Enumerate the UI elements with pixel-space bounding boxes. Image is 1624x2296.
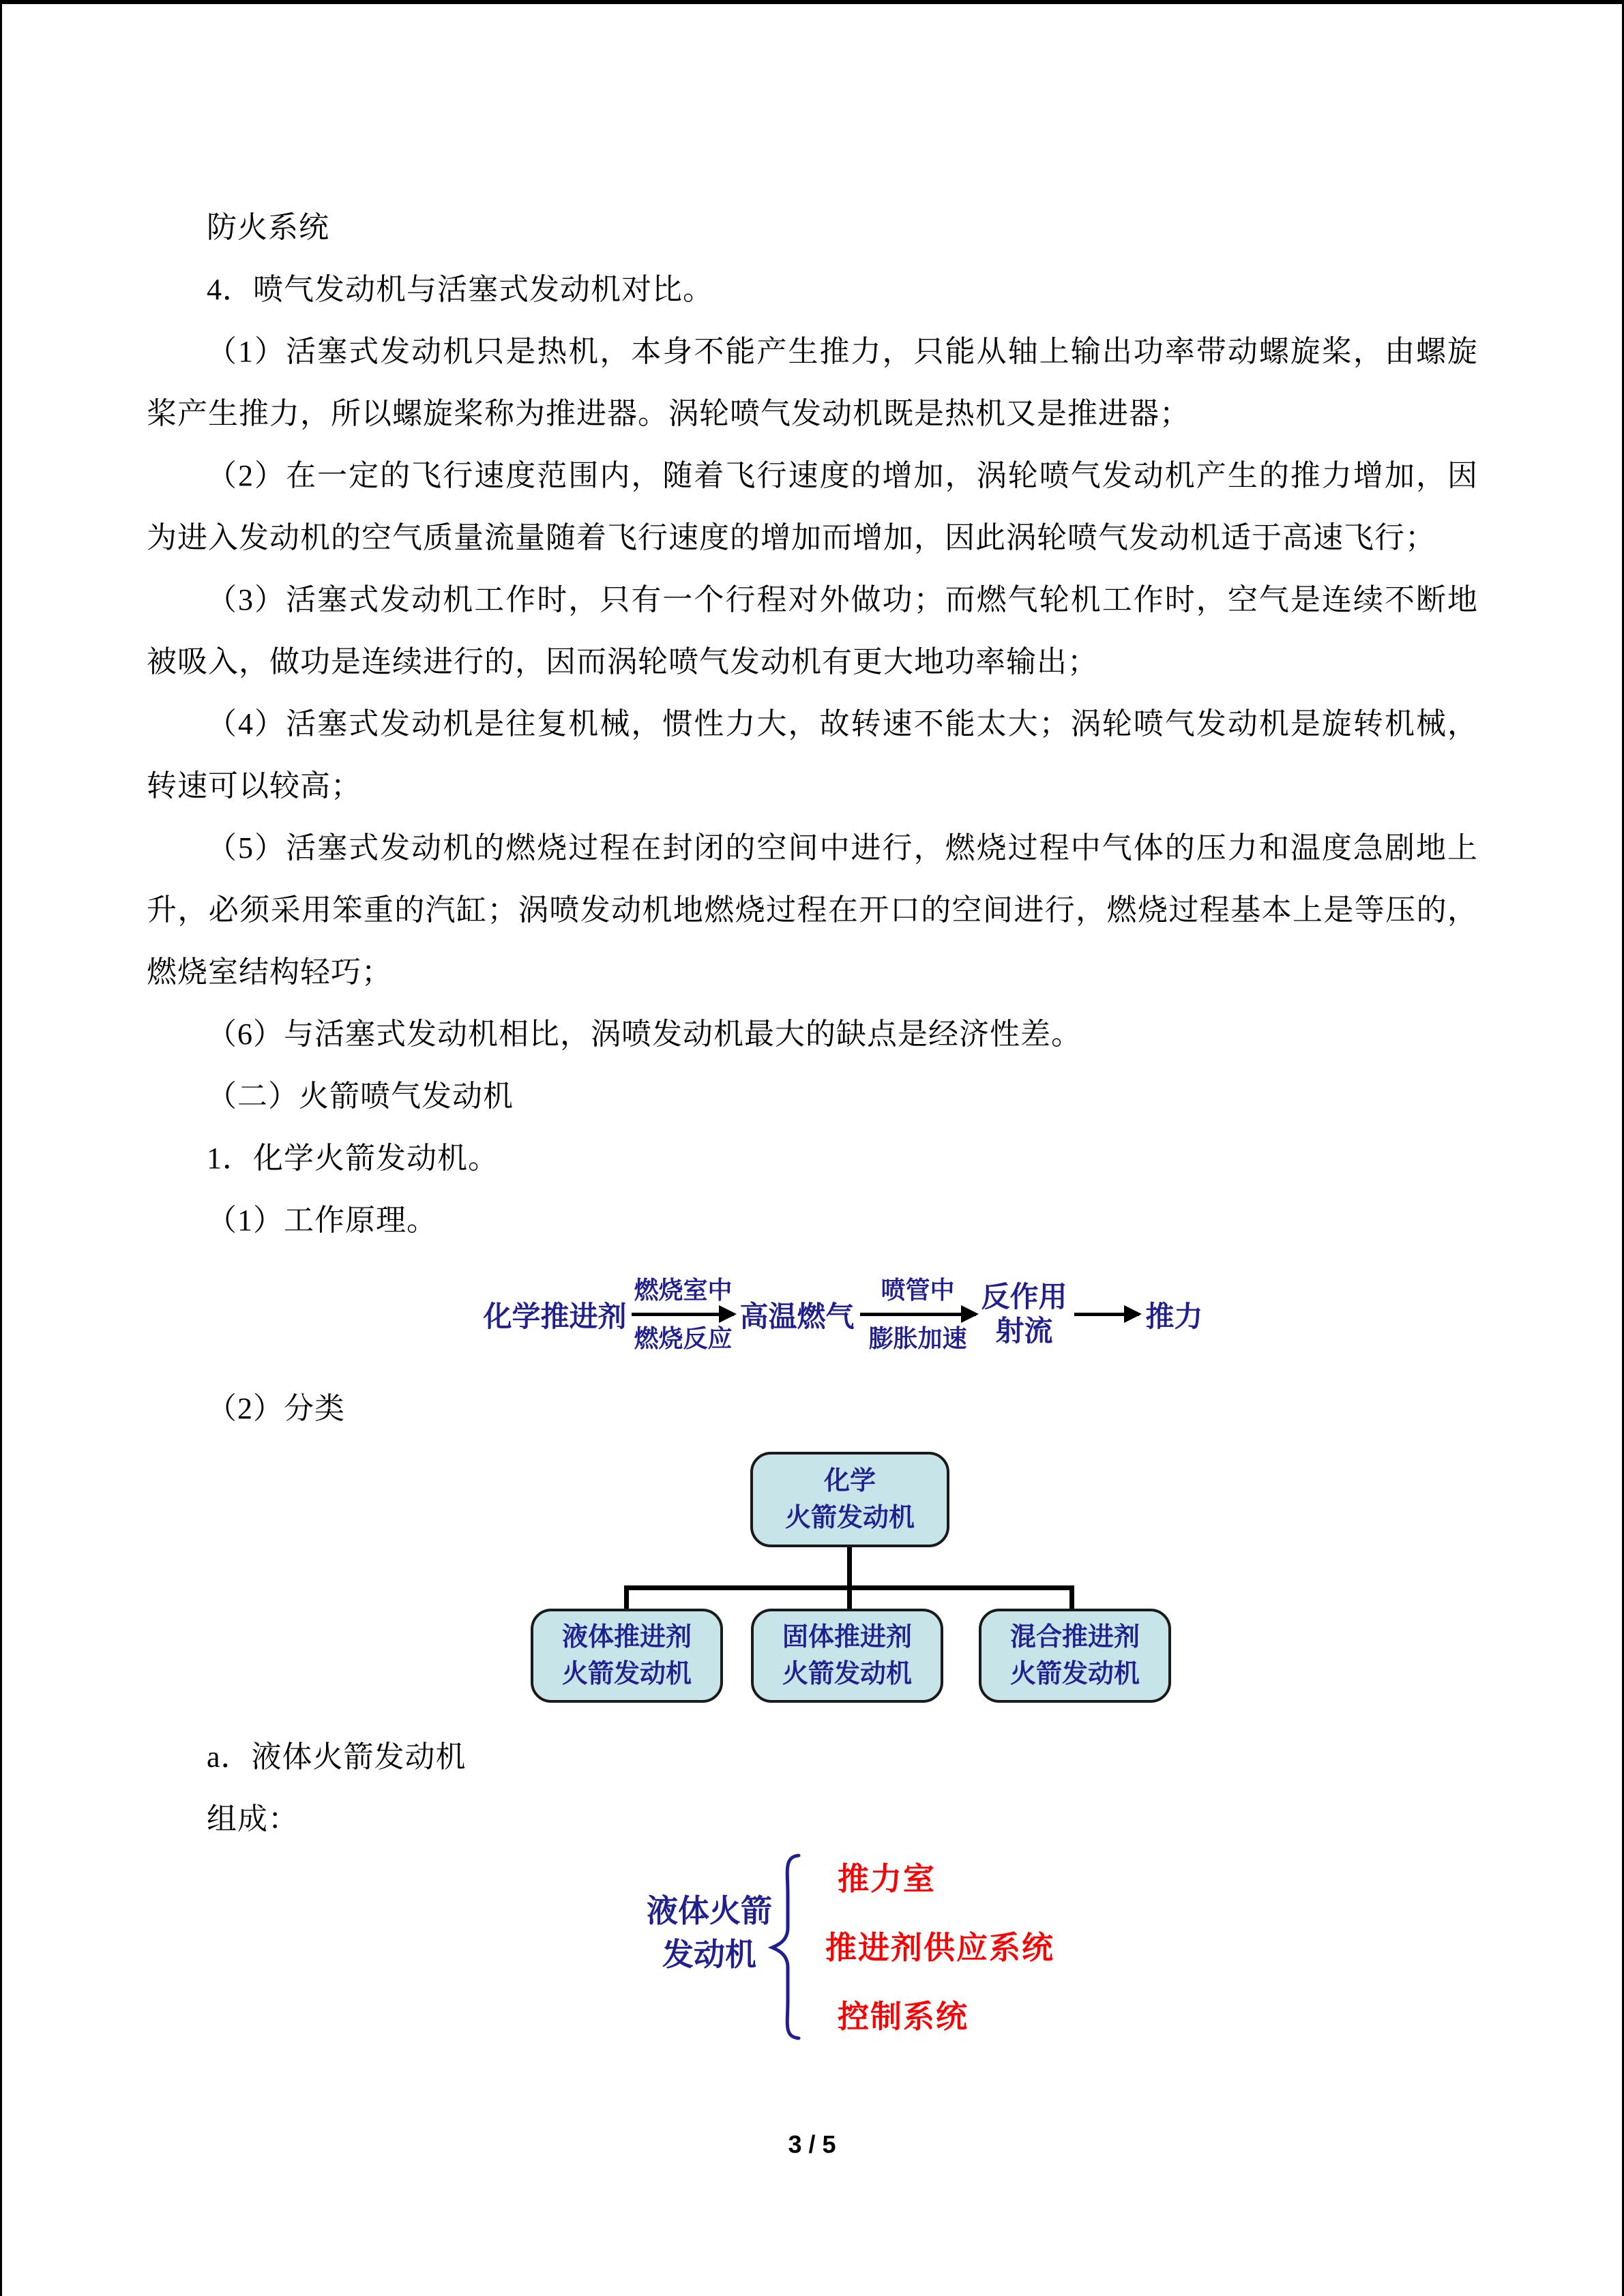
tree-connector-vertical [847, 1585, 852, 1610]
paragraph-1: （1）活塞式发动机只是热机，本身不能产生推力，只能从轴上输出功率带动螺旋桨，由螺旋桨产生推力，所以螺旋桨称为推进器。涡轮喷气发动机既是热机又是推进器； [147, 335, 1478, 430]
paragraph-5: （5）活塞式发动机的燃烧过程在封闭的空间中进行，燃烧过程中气体的压力和温度急剧地上升，必须采用笨重的汽缸；涡喷发动机地燃烧过程在开口的空间进行，燃烧过程基本上是等压的，燃烧室结构轻巧； [147, 831, 1478, 989]
curly-brace-icon [767, 1851, 808, 2042]
brace-item-thrust-chamber: 推力室 [838, 1861, 936, 1896]
brace-items [825, 1842, 1054, 2048]
flow-arrow-group-combustion [632, 1274, 734, 1354]
flow-node-reaction-jet [981, 1281, 1067, 1349]
tree-child-box-hybrid [979, 1609, 1171, 1703]
tree-connector-vertical [847, 1547, 852, 1588]
tree-child-line2: 火箭发动机 [782, 1660, 912, 1688]
page-number: 3 / 5 [788, 2130, 836, 2158]
arrow-label-top: 燃烧室中 [634, 1277, 733, 1304]
heading-classification: （2）分类 [207, 1392, 345, 1425]
tree-connector-vertical [624, 1585, 629, 1610]
brace-label-line2: 发动机 [662, 1937, 756, 1972]
tree-child-line2: 火箭发动机 [561, 1660, 692, 1688]
arrow-label-bottom: 膨胀加速 [868, 1325, 967, 1352]
working-principle-flow-diagram [208, 1251, 1478, 1377]
tree-root-line1: 化学 [823, 1467, 876, 1495]
paragraph-4: （4）活塞式发动机是往复机械，惯性力大，故转速不能太大；涡轮喷气发动机是旋转机械，转速可以较高； [147, 707, 1478, 803]
page-body [147, 196, 1478, 2048]
flow-node-hot-gas: 高温燃气 [739, 1301, 855, 1333]
tree-child-line1: 混合推进剂 [1009, 1623, 1140, 1652]
tree-child-line1: 液体推进剂 [561, 1623, 692, 1652]
paragraph-2: （2）在一定的飞行速度范围内，随着飞行速度的增加，涡轮喷气发动机产生的推力增加，因为进入发动机的空气质量流量随着飞行速度的增加而增加，因此涡轮喷气发动机适于高速飞行； [147, 459, 1478, 554]
flow-node-thrust: 推力 [1145, 1301, 1203, 1333]
heading-chemical-rocket: 1．化学火箭发动机。 [207, 1142, 499, 1175]
classification-tree-diagram [147, 1440, 1478, 1726]
tree-child-line2: 火箭发动机 [1009, 1660, 1140, 1688]
brace-label-line1: 液体火箭 [647, 1894, 772, 1928]
heading-liquid-rocket: a．液体火箭发动机 [207, 1740, 467, 1774]
flow-node-reaction-jet-line1: 反作用 [981, 1281, 1067, 1313]
brace-item-propellant-supply: 推进剂供应系统 [825, 1930, 1054, 1965]
right-arrow-icon [860, 1313, 976, 1316]
heading-item-4: 4．喷气发动机与活塞式发动机对比。 [207, 273, 713, 306]
right-arrow-icon [1074, 1313, 1139, 1316]
flow-node-reaction-jet-line2: 射流 [995, 1315, 1053, 1347]
tree-connector-vertical [1069, 1585, 1074, 1610]
brace-item-control-system: 控制系统 [838, 1999, 969, 2034]
tree-root-line2: 火箭发动机 [784, 1504, 915, 1532]
tree-root-box [750, 1452, 949, 1547]
paragraph-6: （6）与活塞式发动机相比，涡喷发动机最大的缺点是经济性差。 [207, 1017, 1082, 1051]
label-composition: 组成： [207, 1802, 299, 1836]
flow-arrow-group-nozzle [860, 1274, 976, 1354]
paragraph-3: （3）活塞式发动机工作时，只有一个行程对外做功；而燃气轮机工作时，空气是连续不断地被吸入，做功是连续进行的，因而涡轮喷气发动机有更大地功率输出； [147, 583, 1478, 679]
arrow-label-top: 喷管中 [881, 1277, 955, 1304]
tree-child-box-solid [751, 1609, 943, 1703]
heading-section-2: （二）火箭喷气发动机 [207, 1079, 514, 1113]
arrow-label-bottom: 燃烧反应 [634, 1325, 733, 1352]
tree-child-line1: 固体推进剂 [782, 1623, 912, 1652]
composition-brace-diagram [147, 1850, 1478, 2048]
tree-child-box-liquid [531, 1609, 723, 1703]
line-fire-system: 防火系统 [207, 211, 329, 244]
heading-working-principle: （1）工作原理。 [207, 1204, 437, 1237]
right-arrow-icon [632, 1313, 734, 1316]
flow-node-propellant: 化学推进剂 [483, 1301, 627, 1333]
